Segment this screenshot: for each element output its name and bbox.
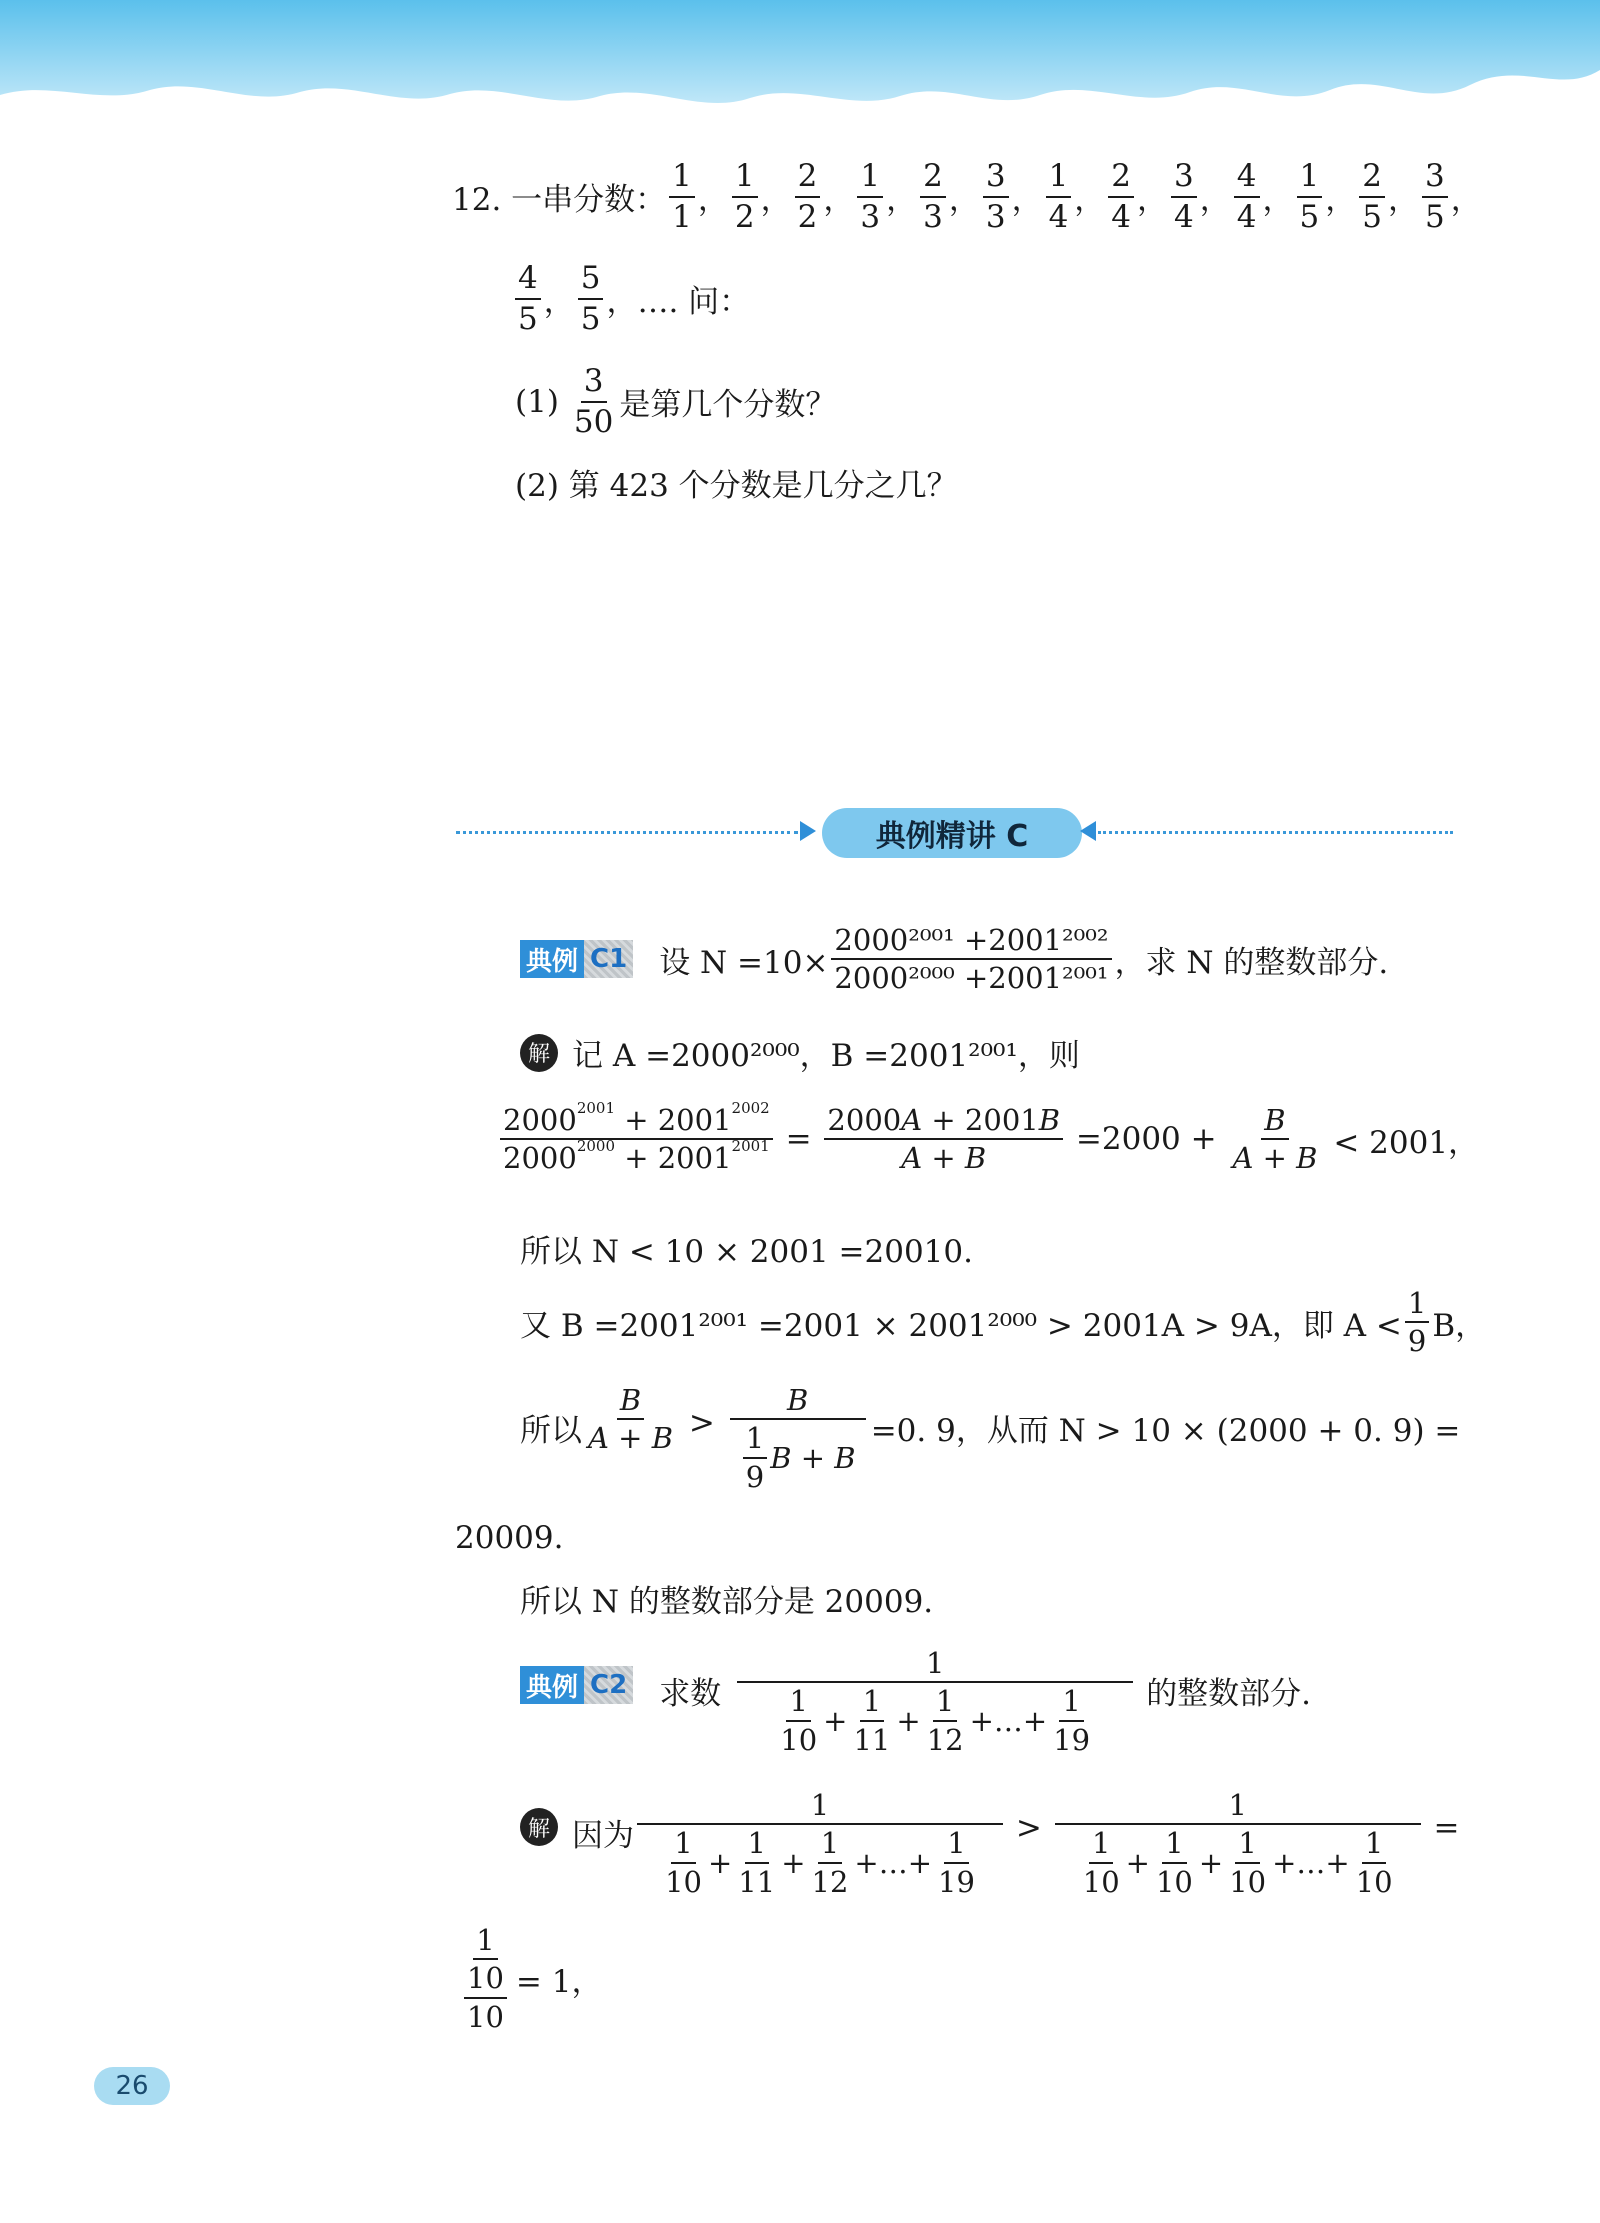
- comma: ，: [543, 284, 575, 321]
- problem-12-intro: 12. 一串分数：: [452, 182, 667, 219]
- fraction-2-5: $\frac{2}{5}$: [1359, 160, 1385, 233]
- fraction-3-50: $\frac{3}{50}$: [573, 363, 614, 440]
- fraction-2-2: $\frac{2}{2}$: [795, 160, 821, 233]
- fraction-1-4: $\frac{1}{4}$: [1046, 160, 1072, 233]
- solution-c1-line6: 20009.: [455, 1520, 564, 1556]
- example-c2-text-post: 的整数部分.: [1146, 1676, 1312, 1712]
- comma: ，: [1325, 182, 1357, 219]
- fraction-4-4: $\frac{4}{4}$: [1234, 160, 1260, 233]
- example-c2-statement: [520, 1648, 1311, 1755]
- comma: ，: [948, 182, 980, 219]
- solution-icon: 解: [520, 1034, 558, 1072]
- fraction-sequence-line1: [666, 160, 1482, 233]
- example-c2-text-pre: 求数: [659, 1676, 722, 1712]
- section-divider-right: [1098, 831, 1453, 834]
- fraction-3-3: $\frac{3}{3}$: [983, 160, 1009, 233]
- example-c1-text-pre: 设 N =10×: [659, 944, 829, 981]
- page-number: 26: [94, 2067, 170, 2105]
- example-c2-tag: 典例 C2: [520, 1666, 633, 1704]
- comma: ，: [1074, 182, 1106, 219]
- comma: ，: [886, 182, 918, 219]
- solution-c2-tail: $\frac{1}{\frac{10}{10}}$ = 1，: [455, 1925, 602, 2032]
- problem-12-line2-tail: ，…. 问：: [606, 284, 751, 321]
- header-banner: [0, 0, 1600, 140]
- comma: ，: [823, 182, 855, 219]
- fraction-2-3: $\frac{2}{3}$: [920, 160, 946, 233]
- comma: ，: [1199, 182, 1231, 219]
- example-c1-statement: [520, 925, 1388, 994]
- comma: ，: [760, 182, 792, 219]
- example-c1-tag: 典例 C1: [520, 940, 633, 978]
- fraction-5-5: $\frac{5}{5}$: [578, 262, 604, 335]
- fraction-1-5: $\frac{1}{5}$: [1297, 160, 1323, 233]
- question-1-label: (1): [515, 383, 559, 420]
- comma: ，: [1137, 182, 1169, 219]
- solution-c1-line3: 所以 N < 10 × 2001 =20010.: [520, 1234, 973, 1270]
- example-c1-fraction: $\frac{\text{2000²⁰⁰¹ +2001²⁰⁰²}}{\text{2000²⁰⁰⁰ +2001²⁰⁰¹}}$: [831, 925, 1111, 994]
- problem-12-line2: [512, 262, 750, 335]
- solution-c1-text1: 记 A =2000²⁰⁰⁰，B =2001²⁰⁰¹，则: [572, 1038, 1080, 1074]
- solution-c2-line1: 解 因为 1 $\frac{1}{10}$ + $\frac{1}{11}$ + $\frac{1}{12}$ +…+ $\frac{1}{19}$ > 1 $\frac{1}{10}$ + $\frac{1}{10}$ + $\frac{1}{10}$ +…+ $\frac{1}{10}$ =: [520, 1790, 1460, 1897]
- fraction-1-3: $\frac{1}{3}$: [857, 160, 883, 233]
- example-c2-fraction: 1 $\frac{1}{10}$ + $\frac{1}{11}$ + $\frac{1}{12}$ +…+ $\frac{1}{19}$: [737, 1648, 1133, 1755]
- question-2: (2) 第 423 个分数是几分之几？: [515, 468, 958, 504]
- fraction-1-2: $\frac{1}{2}$: [732, 160, 758, 233]
- problem-12-line1: [452, 160, 1482, 233]
- question-1: [515, 365, 836, 438]
- comma: ，: [1450, 182, 1482, 219]
- arrow-left-icon: [1080, 821, 1096, 841]
- section-divider-left: [456, 831, 798, 834]
- solution-icon: 解: [520, 1808, 558, 1846]
- fraction-1-1: $\frac{1}{1}$: [669, 160, 695, 233]
- solution-c1-line5: 所以 $\frac{B}{A + B}$ > B $\frac{1}{9}$ B + B =0. 9，从而 N > 10 × (2000 + 0. 9) =: [520, 1383, 1461, 1494]
- fraction-3-5: $\frac{3}{5}$: [1422, 160, 1448, 233]
- comma: ，: [697, 182, 729, 219]
- solution-c1-line1: [520, 1030, 1080, 1075]
- fraction-2-4: $\frac{2}{4}$: [1108, 160, 1134, 233]
- fraction-sequence-line2: [512, 262, 606, 335]
- example-c1-text-post: ，求 N 的整数部分.: [1114, 944, 1389, 981]
- fraction-4-5: $\frac{4}{5}$: [515, 262, 541, 335]
- comma: ，: [1387, 182, 1419, 219]
- comma: ，: [1011, 182, 1043, 219]
- fraction-3-4: $\frac{3}{4}$: [1171, 160, 1197, 233]
- section-title: 典例精讲 C: [822, 808, 1082, 858]
- solution-c1-line4: 又 B =2001²⁰⁰¹ =2001 × 2001²⁰⁰⁰ > 2001A > 9A，即 A < $\frac{1}{9}$ B，: [520, 1286, 1487, 1359]
- solution-c1-equation: $\frac{2000^{2001} + 2001^{2002}}{2000^{2000} + 2001^{2001}}$ = $\frac{2000A + 2001B}{A + B}$ =2000 + $\frac{B}{A + B}$ < 2001，: [497, 1105, 1479, 1174]
- arrow-right-icon: [800, 821, 816, 841]
- solution-c1-conclusion: 所以 N 的整数部分是 20009.: [520, 1584, 934, 1620]
- comma: ，: [1262, 182, 1294, 219]
- question-1-text: 是第几个分数？: [619, 387, 837, 424]
